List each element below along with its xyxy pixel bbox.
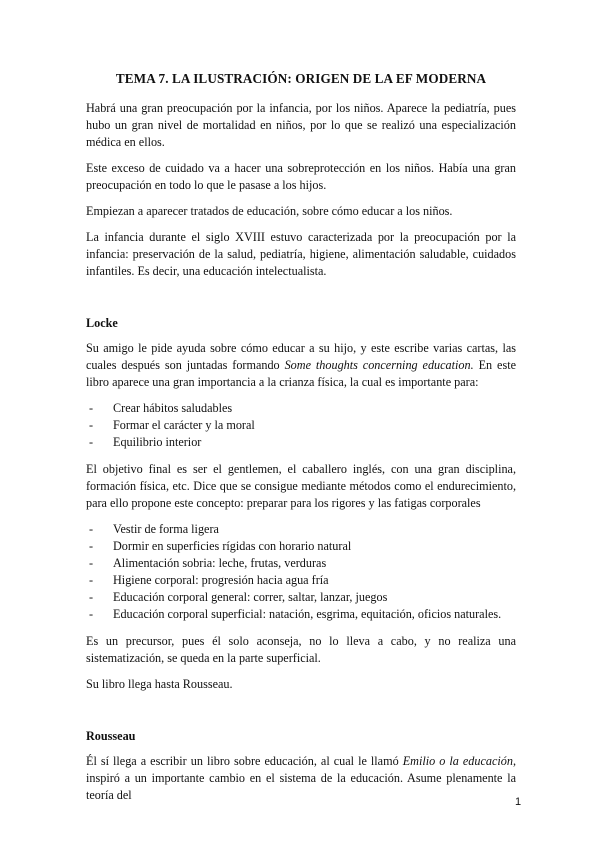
list-item-text: Crear hábitos saludables <box>113 401 233 415</box>
locke-list-1 <box>86 400 516 451</box>
document-title: TEMA 7. LA ILUSTRACIÓN: ORIGEN DE LA EF MODERNA <box>115 71 487 86</box>
list-item <box>86 417 516 434</box>
intro-paragraph-2: Este exceso de cuidado va a hacer una sobreprotección en los niños. Había una gran preocupación en todo lo que le pasase a los hijos. <box>86 161 516 192</box>
list-item-text: Dormir en superficies rígidas con horario natural <box>113 539 352 553</box>
section-spacer <box>86 289 516 315</box>
list-item <box>86 572 516 589</box>
rousseau-book-title: Emilio o la educación <box>402 754 513 768</box>
list-item-text: Equilibrio interior <box>113 435 202 449</box>
list-item-text: Vestir de forma ligera <box>113 522 219 536</box>
list-item <box>86 589 516 606</box>
page-number: 1 <box>515 796 522 808</box>
list-item-text: Formar el carácter y la moral <box>113 418 255 432</box>
locke-book-title: Some thoughts concerning education. <box>284 358 474 372</box>
intro-paragraph-1: Habrá una gran preocupación por la infancia, por los niños. Aparece la pediatría, pues hubo un gran nivel de mortalidad en niños, por lo que se realizó una especialización médica en ellos. <box>86 101 516 149</box>
list-item <box>86 555 516 572</box>
list-dash: - <box>89 573 94 587</box>
rousseau-p1-text-before: Él sí llega a escribir un libro sobre educación, al cual le llamó <box>86 754 403 768</box>
locke-p1-text-before: Su amigo le pide ayuda sobre cómo educar a su hijo, y este escribe varias cartas, las cuales después son juntadas formando <box>86 341 516 372</box>
list-item-text: Educación corporal superficial: natación, esgrima, equitación, oficios naturales. <box>113 607 502 621</box>
list-dash: - <box>89 590 94 604</box>
list-dash: - <box>89 522 94 536</box>
list-item <box>86 434 516 451</box>
list-item-text: Higiene corporal: progresión hacia agua fría <box>113 573 329 587</box>
intro-paragraph-4: La infancia durante el siglo XVIII estuvo caracterizada por la preocupación por la infancia: preservación de la salud, pediatría, higiene, alimentación saludable, cuidados infantiles. Es decir, una educación intelectualista. <box>86 230 516 278</box>
locke-paragraph-2: El objetivo final es ser el gentlemen, el caballero inglés, con una gran disciplina, formación física, etc. Dice que se consigue mediante métodos como el endurecimiento, para ello propone este concepto: preparar para los rigores y las fatigas corporales <box>86 462 516 510</box>
list-item <box>86 521 516 538</box>
locke-list-2 <box>86 521 516 623</box>
section-heading-rousseau: Rousseau <box>86 729 136 743</box>
locke-paragraph-3: Es un precursor, pues él solo aconseja, no lo lleva a cabo, y no realiza una sistematización, se queda en la parte superficial. <box>86 634 516 665</box>
page-content <box>86 70 516 813</box>
list-dash: - <box>89 418 94 432</box>
list-dash: - <box>89 401 94 415</box>
rousseau-paragraph-1 <box>86 753 516 804</box>
intro-paragraph-3: Empiezan a aparecer tratados de educación, sobre cómo educar a los niños. <box>86 204 453 218</box>
list-item-text: Educación corporal general: correr, saltar, lanzar, juegos <box>113 590 388 604</box>
list-item <box>86 400 516 417</box>
locke-paragraph-1 <box>86 340 516 391</box>
list-dash: - <box>89 435 94 449</box>
list-item <box>86 538 516 555</box>
list-dash: - <box>89 556 94 570</box>
rousseau-p1-text-after: , inspiró a un importante cambio en el sistema de la educación. Asume plenamente la teoría del <box>86 754 516 802</box>
section-heading-locke: Locke <box>86 316 118 330</box>
locke-p1-text-after: En este libro aparece una gran importancia a la crianza física, la cual es importante para: <box>86 358 516 389</box>
list-dash: - <box>89 539 94 553</box>
list-dash: - <box>89 607 94 621</box>
section-spacer <box>86 702 516 728</box>
list-item <box>86 606 516 623</box>
list-item-text: Alimentación sobria: leche, frutas, verduras <box>113 556 327 570</box>
locke-paragraph-4: Su libro llega hasta Rousseau. <box>86 677 233 691</box>
